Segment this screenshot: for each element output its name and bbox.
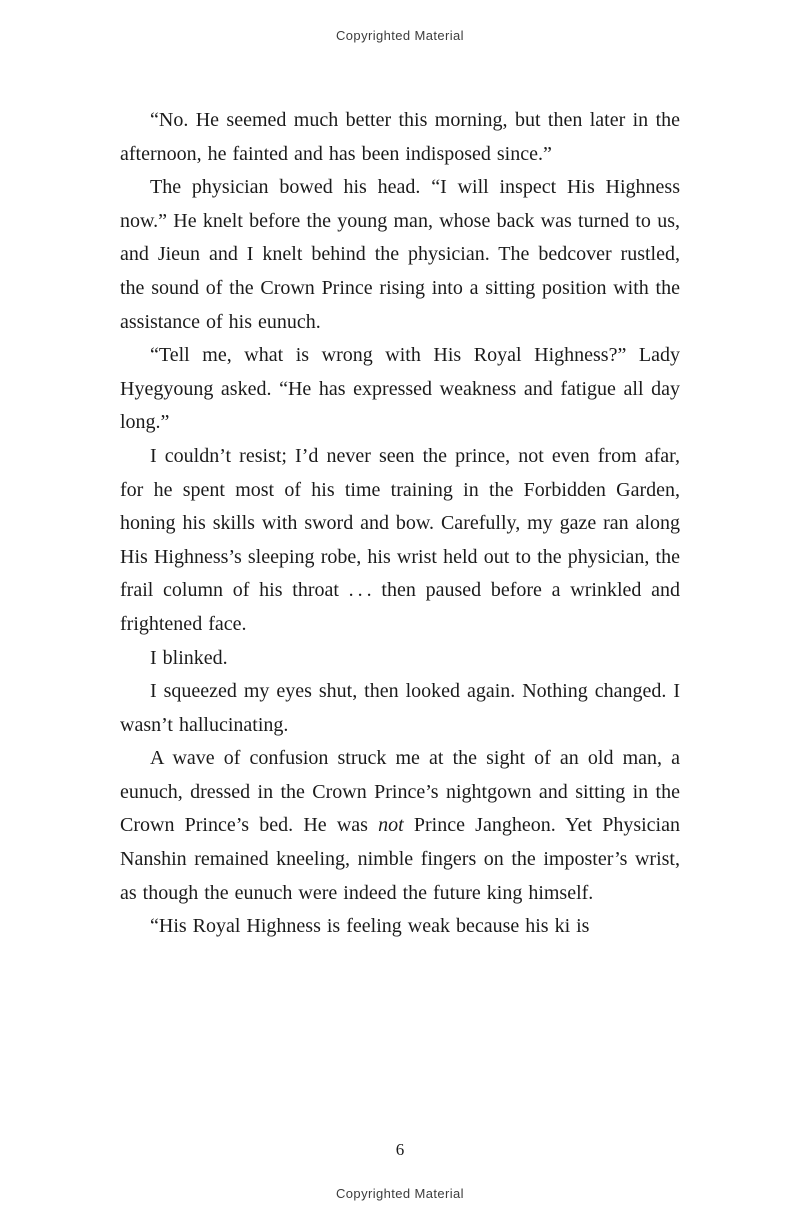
paragraph (120, 675, 680, 742)
text-segment: I couldn’t resist; I’d never seen the prince, not even from afar, for he spent most of his time training in the Forbidden Garden, honing his skills with sword and bow. Carefully, my gaze ran along His Highness’s sleeping robe, his wrist held out to the physician, the frail column of his throat . . . then paused before a wrinkled and frightened face. (120, 444, 680, 635)
paragraph (120, 339, 680, 440)
text-segment: “No. He seemed much better this morning, but then later in the afternoon, he fainted and has been indisposed since.” (120, 109, 680, 165)
copyright-notice-bottom: Copyrighted Material (336, 1186, 464, 1201)
page-text (120, 104, 680, 944)
text-segment: I squeezed my eyes shut, then looked again. Nothing changed. I wasn’t hallucinating. (120, 680, 680, 736)
text-segment: Prince Jangheon. Yet Physician Nanshin remained kneeling, nimble fingers on the imposter’s wrist, as though the eunuch were indeed the future king himself. (120, 814, 680, 904)
paragraph (120, 910, 680, 944)
paragraph (120, 104, 680, 171)
text-segment: The physician bowed his head. “I will inspect His Highness now.” He knelt before the young man, whose back was turned to us, and Jieun and I knelt behind the physician. The bedcover rustled, the sound of the Crown Prince rising into a sitting position with the assistance of his eunuch. (120, 176, 680, 333)
copyright-notice-top: Copyrighted Material (336, 28, 464, 43)
paragraph (120, 642, 680, 676)
italic-text-segment: not (378, 814, 404, 837)
paragraph (120, 440, 680, 642)
text-segment: A wave of confusion struck me at the sight of an old man, a eunuch, dressed in the Crown Prince’s nightgown and sitting in the Crown Prince’s bed. He was (120, 747, 680, 837)
paragraph (120, 742, 680, 910)
text-segment: I blinked. (150, 646, 228, 669)
paragraph (120, 171, 680, 339)
text-segment: “Tell me, what is wrong with His Royal Highness?” Lady Hyegyoung asked. “He has expressed weakness and fatigue all day long.” (120, 344, 680, 434)
text-segment: “His Royal Highness is feeling weak because his ki is (150, 915, 590, 938)
page-number: 6 (395, 1140, 405, 1159)
